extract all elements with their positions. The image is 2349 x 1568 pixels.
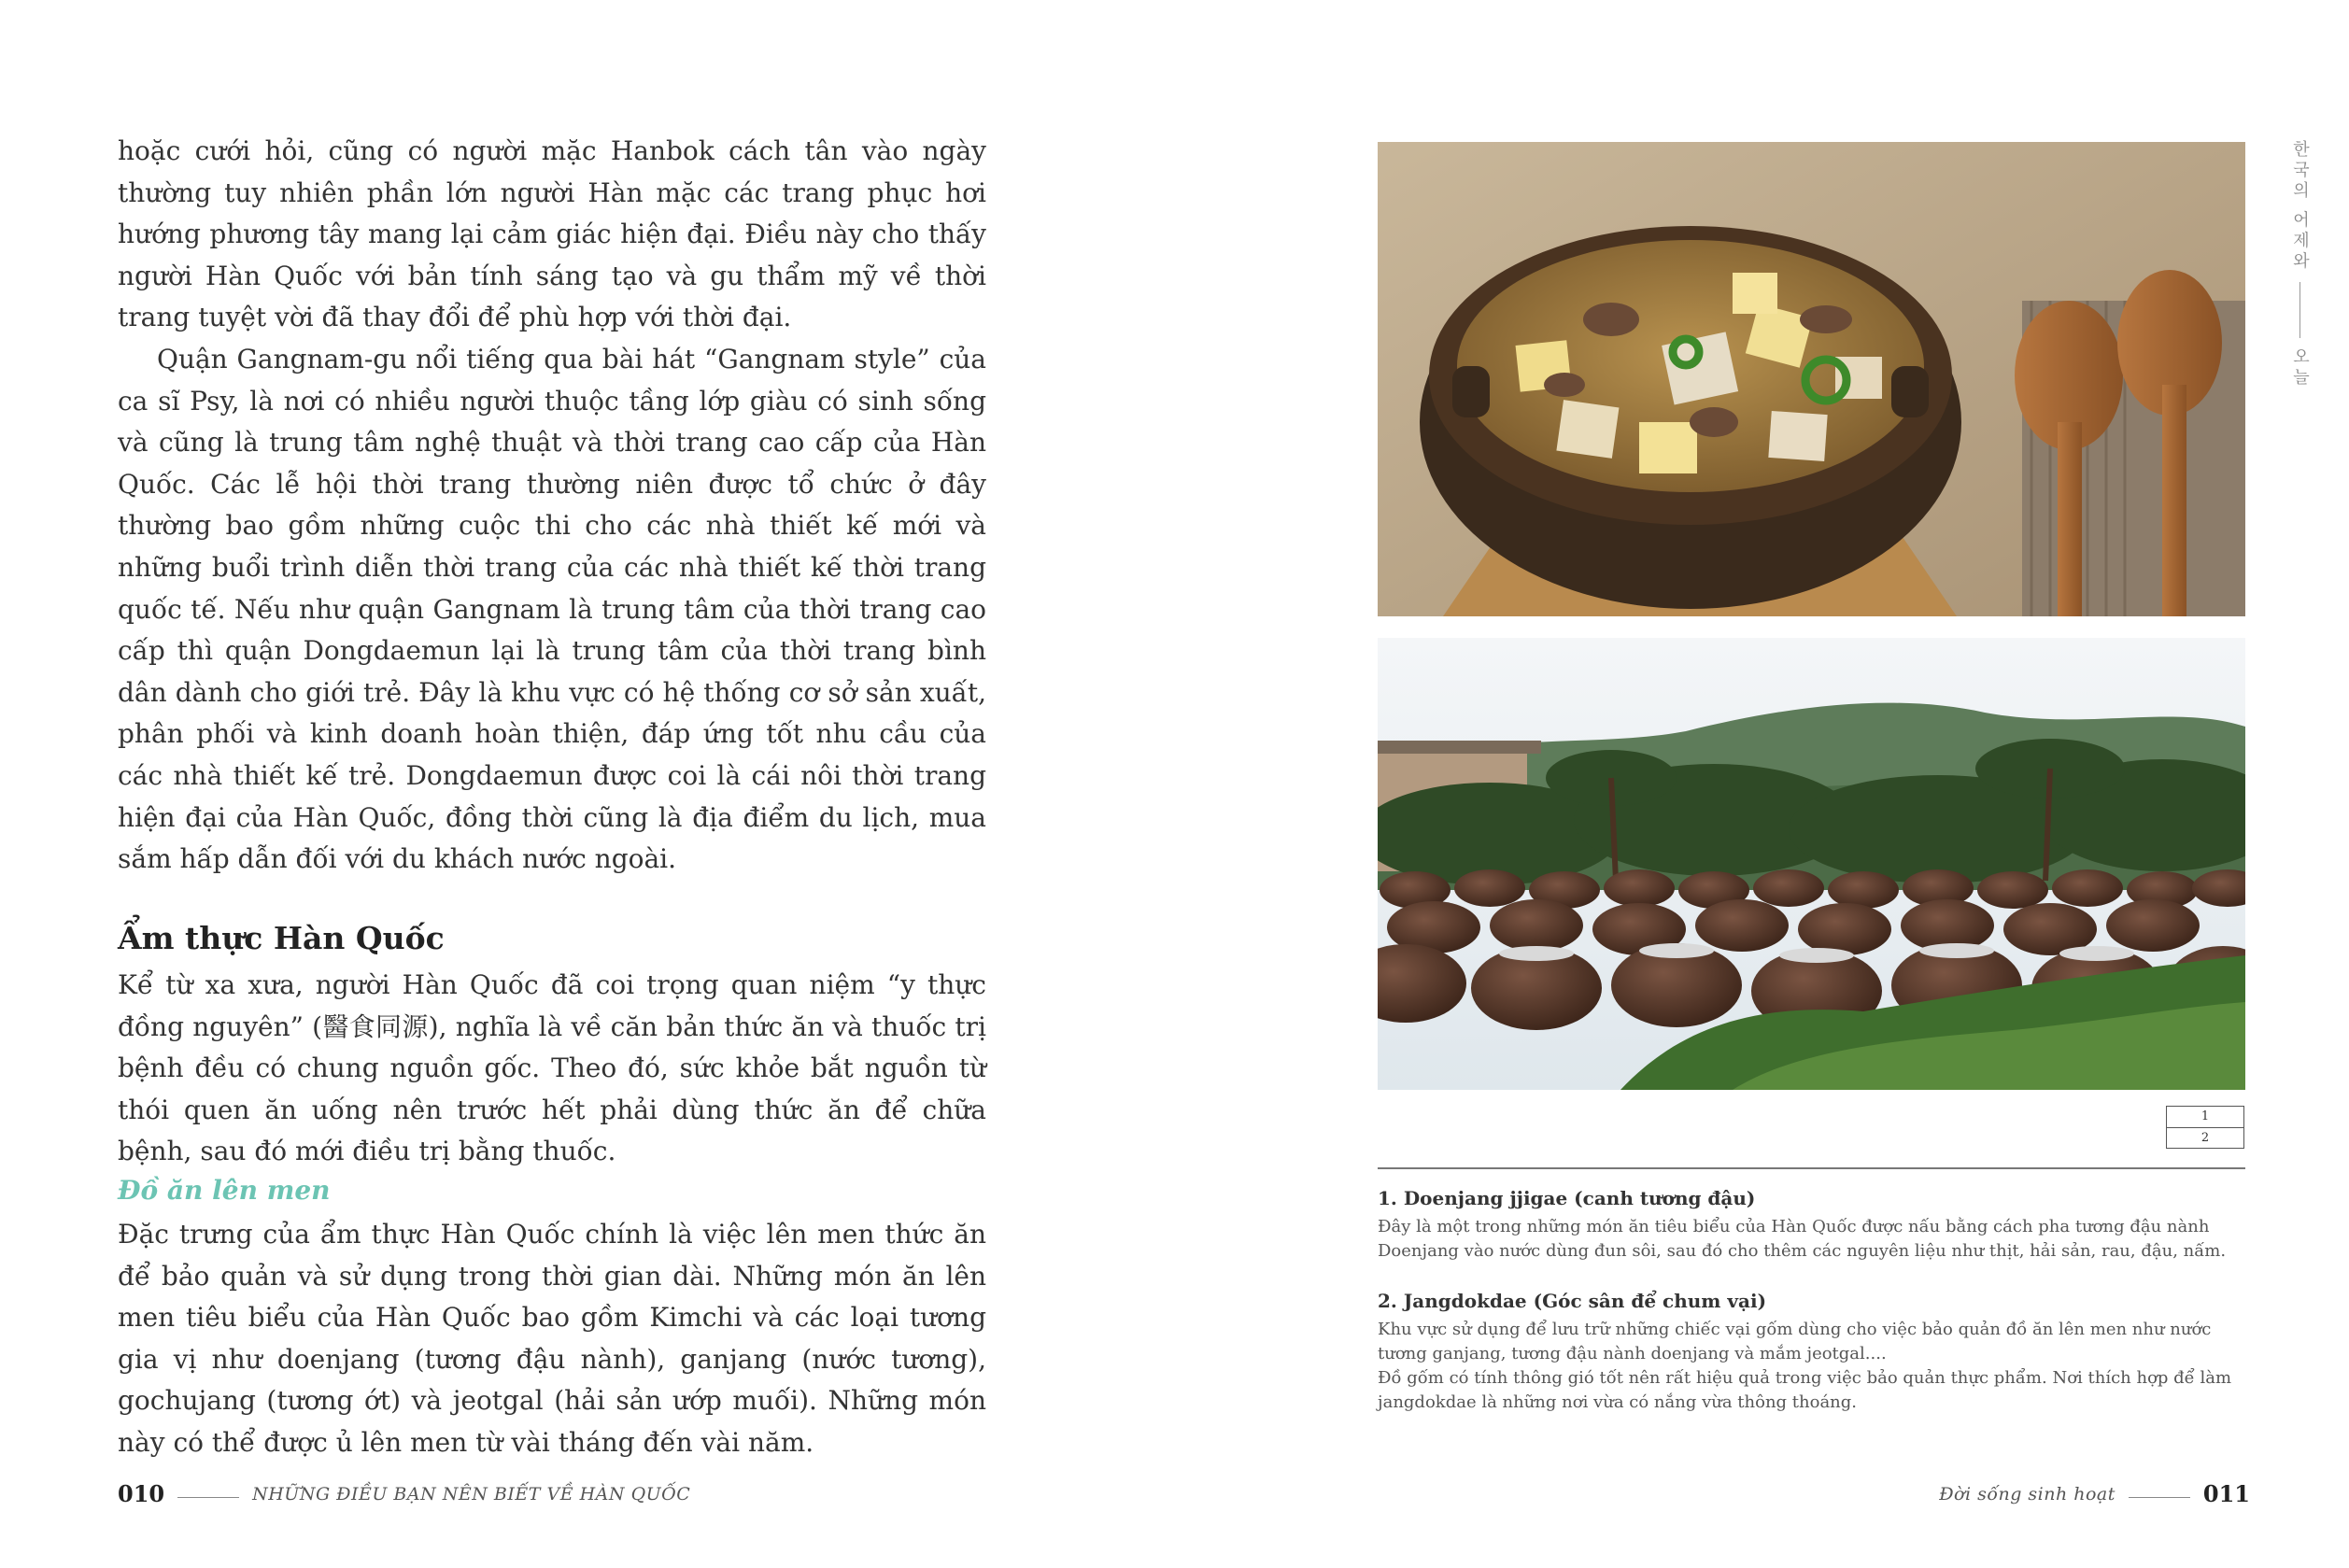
section-heading-korean-cuisine: Ẩm thực Hàn Quốc <box>118 920 445 956</box>
paragraph-ferment-block <box>118 1214 986 1464</box>
page-number-left: 010 <box>118 1480 165 1507</box>
doenjang-jjigae-photo <box>1378 142 2245 616</box>
footer-divider-left <box>177 1497 239 1498</box>
footer-chapter-title: Đời sống sinh hoạt <box>1939 1483 2116 1504</box>
footer-divider-right <box>2129 1497 2190 1498</box>
left-page-body <box>118 131 986 881</box>
side-section-label <box>2287 140 2312 388</box>
paragraph-gangnam: Quận Gangnam-gu nổi tiếng qua bài hát “Gangnam style” của ca sĩ Psy, là nơi có nhiều người thuộc tầng lớp giàu có sinh sống và cũng là trung tâm nghệ thuật và thời trang cao cấp của Hàn Quốc. Các lễ hội thời trang thường niên được tổ chức ở đây thường bao gồm những cuộc thi cho các nhà thiết kế mới và những buổi trình diễn thời trang của các nhà thiết kế thời trang quốc tế. Nếu như quận Gangnam là trung tâm của thời trang cao cấp thì quận Dongdaemun lại là trung tâm của thời trang bình dân dành cho giới trẻ. Đây là khu vực có hệ thống cơ sở sản xuất, phân phối và kinh doanh hoàn thiện, đáp ứng tốt nhu cầu của các nhà thiết kế trẻ. Dongdaemun được coi là cái nôi thời trang hiện đại của Hàn Quốc, đồng thời cũng là địa điểm du lịch, mua sắm hấp dẫn đối với du khách nước ngoài. <box>118 343 986 875</box>
photo-index-2: 2 <box>2167 1127 2243 1149</box>
paragraph-food: Kể từ xa xưa, người Hàn Quốc đã coi trọng quan niệm “y thực đồng nguyên” (醫食同源), nghĩa là về căn bản thức ăn và thuốc trị bệnh đều có chung nguồn gốc. Theo đó, sức khỏe bắt nguồn từ thói quen ăn uống nên trước hết phải dùng thức ăn để chữa bệnh, sau đó mới điều trị bằng thuốc. <box>118 969 986 1167</box>
footer-left <box>118 1480 690 1507</box>
paragraph-intro: hoặc cưới hỏi, cũng có người mặc Hanbok cách tân vào ngày thường tuy nhiên phần lớn người Hàn mặc các trang phục hơi hướng phương tây mang lại cảm giác hiện đại. Điều này cho thấy người Hàn Quốc với bản tính sáng tạo và gu thẩm mỹ về thời trang tuyệt vời đã thay đổi để phù hợp với thời đại. <box>118 135 986 333</box>
side-label-top: 한국의 어제와 <box>2290 140 2310 273</box>
caption-divider <box>1378 1167 2245 1169</box>
caption-body-continued: Đồ gốm có tính thông gió tốt nên rất hiệu quả trong việc bảo quản thực phẩm. Nơi thích hợp để làm jangdokdae là những nơi vừa có nắng vừa thông thoáng. <box>1378 1368 2232 1412</box>
paragraph-food-block <box>118 965 986 1173</box>
paragraph-ferment: Đặc trưng của ẩm thực Hàn Quốc chính là việc lên men thức ăn để bảo quản và sử dụng trong thời gian dài. Những món ăn lên men tiêu biểu của Hàn Quốc bao gồm Kimchi và các loại tương gia vị như doenjang (tương đậu nành), ganjang (nước tương), gochujang (tương ớt) và jeotgal (hải sản ướp muối). Những món này có thể được ủ lên men từ vài tháng đến vài năm. <box>118 1219 986 1458</box>
caption-body: Khu vực sử dụng để lưu trữ những chiếc vại gốm dùng cho việc bảo quản đồ ăn lên men như nước tương ganjang, tương đậu nành doenjang và mắm jeotgal.... <box>1378 1320 2212 1363</box>
caption-body: Đây là một trong những món ăn tiêu biểu của Hàn Quốc được nấu bằng cách pha tương đậu nành Doenjang vào nước dùng đun sôi, sau đó cho thêm các nguyên liệu như thịt, hải sản, rau, đậu, nấm. <box>1378 1217 2227 1261</box>
caption-title: 2. Jangdokdae (Góc sân để chum vại) <box>1378 1290 1767 1312</box>
subheading-fermented-food: Đồ ăn lên men <box>118 1175 331 1206</box>
caption-doenjang-jjigae <box>1378 1187 2245 1264</box>
photo-index-1: 1 <box>2200 1109 2210 1123</box>
jangdokdae-photo <box>1378 638 2245 1090</box>
caption-jangdokdae <box>1378 1290 2245 1415</box>
side-label-bottom: 오늘 <box>2290 346 2310 388</box>
caption-title: 1. Doenjang jjigae (canh tương đậu) <box>1378 1187 1756 1209</box>
photo-index-box <box>2166 1106 2244 1149</box>
footer-book-title: NHỮNG ĐIỀU BẠN NÊN BIẾT VỀ HÀN QUỐC <box>252 1483 691 1504</box>
side-label-divider <box>2299 282 2300 338</box>
page-number-right: 011 <box>2202 1480 2250 1507</box>
footer-right <box>1939 1480 2250 1507</box>
